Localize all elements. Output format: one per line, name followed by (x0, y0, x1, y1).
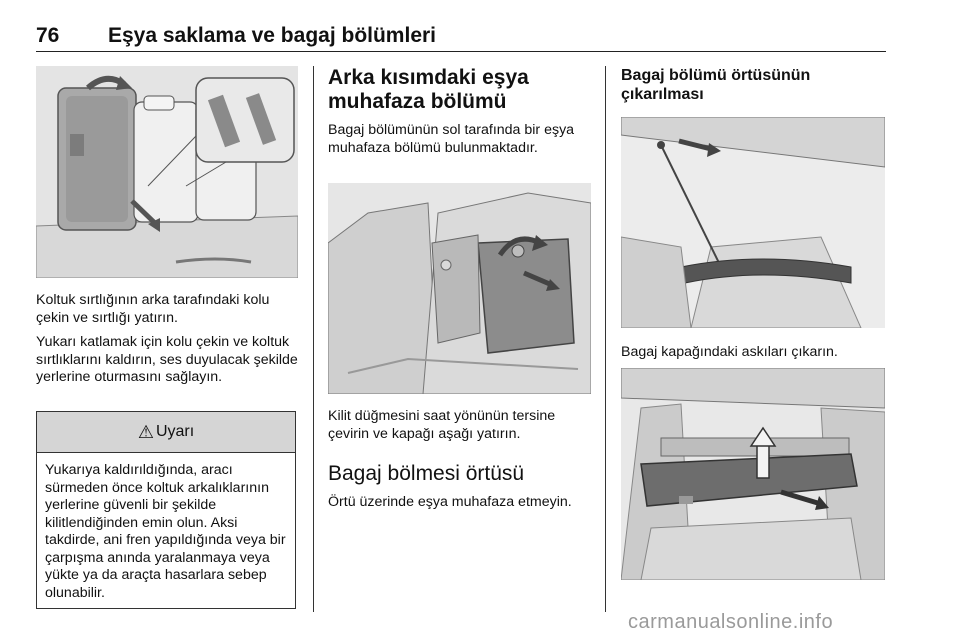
page-number: 76 (36, 24, 60, 47)
instruction-fold-backrest: Koltuk sırtlığının arka tarafındaki kolu çekin ve sırtlığı yatırın. (36, 292, 270, 326)
cover-removal-heading: Bagaj bölümü örtüsünün çıkarılması (621, 67, 811, 103)
watermark: carmanualsonline.info (628, 611, 834, 633)
warning-triangle-icon: ⚠ (137, 421, 154, 442)
cargo-cover-note: Örtü üzerinde eşya muhafaza etmeyin. (328, 494, 572, 510)
header-rule (36, 51, 886, 52)
tailgate-straps-illustration (621, 117, 885, 328)
warning-title: Uyarı (155, 423, 195, 440)
warning-text: Yukarıya kaldırıldığında, aracı sürmeden önce koltuk arkalıklarının yerlerine güvenli bir şekilde kilitlendiğinden emin olun. Aksi takdirde, ani fren yapıldığında veya bir çarpışma anında yaralanmaya veya yükte ya da araçta hasarlara sebep olunabilir. (45, 462, 286, 601)
page-header-title: Eşya saklama ve bagaj bölümleri (108, 24, 437, 47)
warning-header (37, 412, 295, 453)
instruction-raise-backrest: Yukarı katlamak için kolu çekin ve koltuk sırtlıklarını kaldırın, ses duyulacak şekilde yerlerine oturmasını sağlayın. (36, 334, 298, 385)
column-divider-1 (313, 66, 314, 612)
rear-storage-description: Bagaj bölümünün sol tarafında bir eşya muhafaza bölümü bulunmaktadır. (328, 122, 575, 156)
remove-straps-caption: Bagaj kapağındaki askıları çıkarın. (621, 344, 838, 360)
column-divider-2 (605, 66, 606, 612)
warning-box (36, 411, 296, 609)
col1-text (36, 292, 302, 387)
cargo-cover-heading: Bagaj bölmesi örtüsü (328, 462, 525, 485)
rear-storage-compartment-illustration (328, 183, 591, 394)
rear-storage-heading: Arka kısımdaki eşya muhafaza bölümü (328, 66, 529, 113)
seat-backrest-illustration (36, 66, 298, 278)
lock-button-caption: Kilit düğmesini saat yönünün tersine çevirin ve kapağı aşağı yatırın. (328, 408, 556, 442)
cargo-cover-removal-illustration (621, 368, 885, 580)
